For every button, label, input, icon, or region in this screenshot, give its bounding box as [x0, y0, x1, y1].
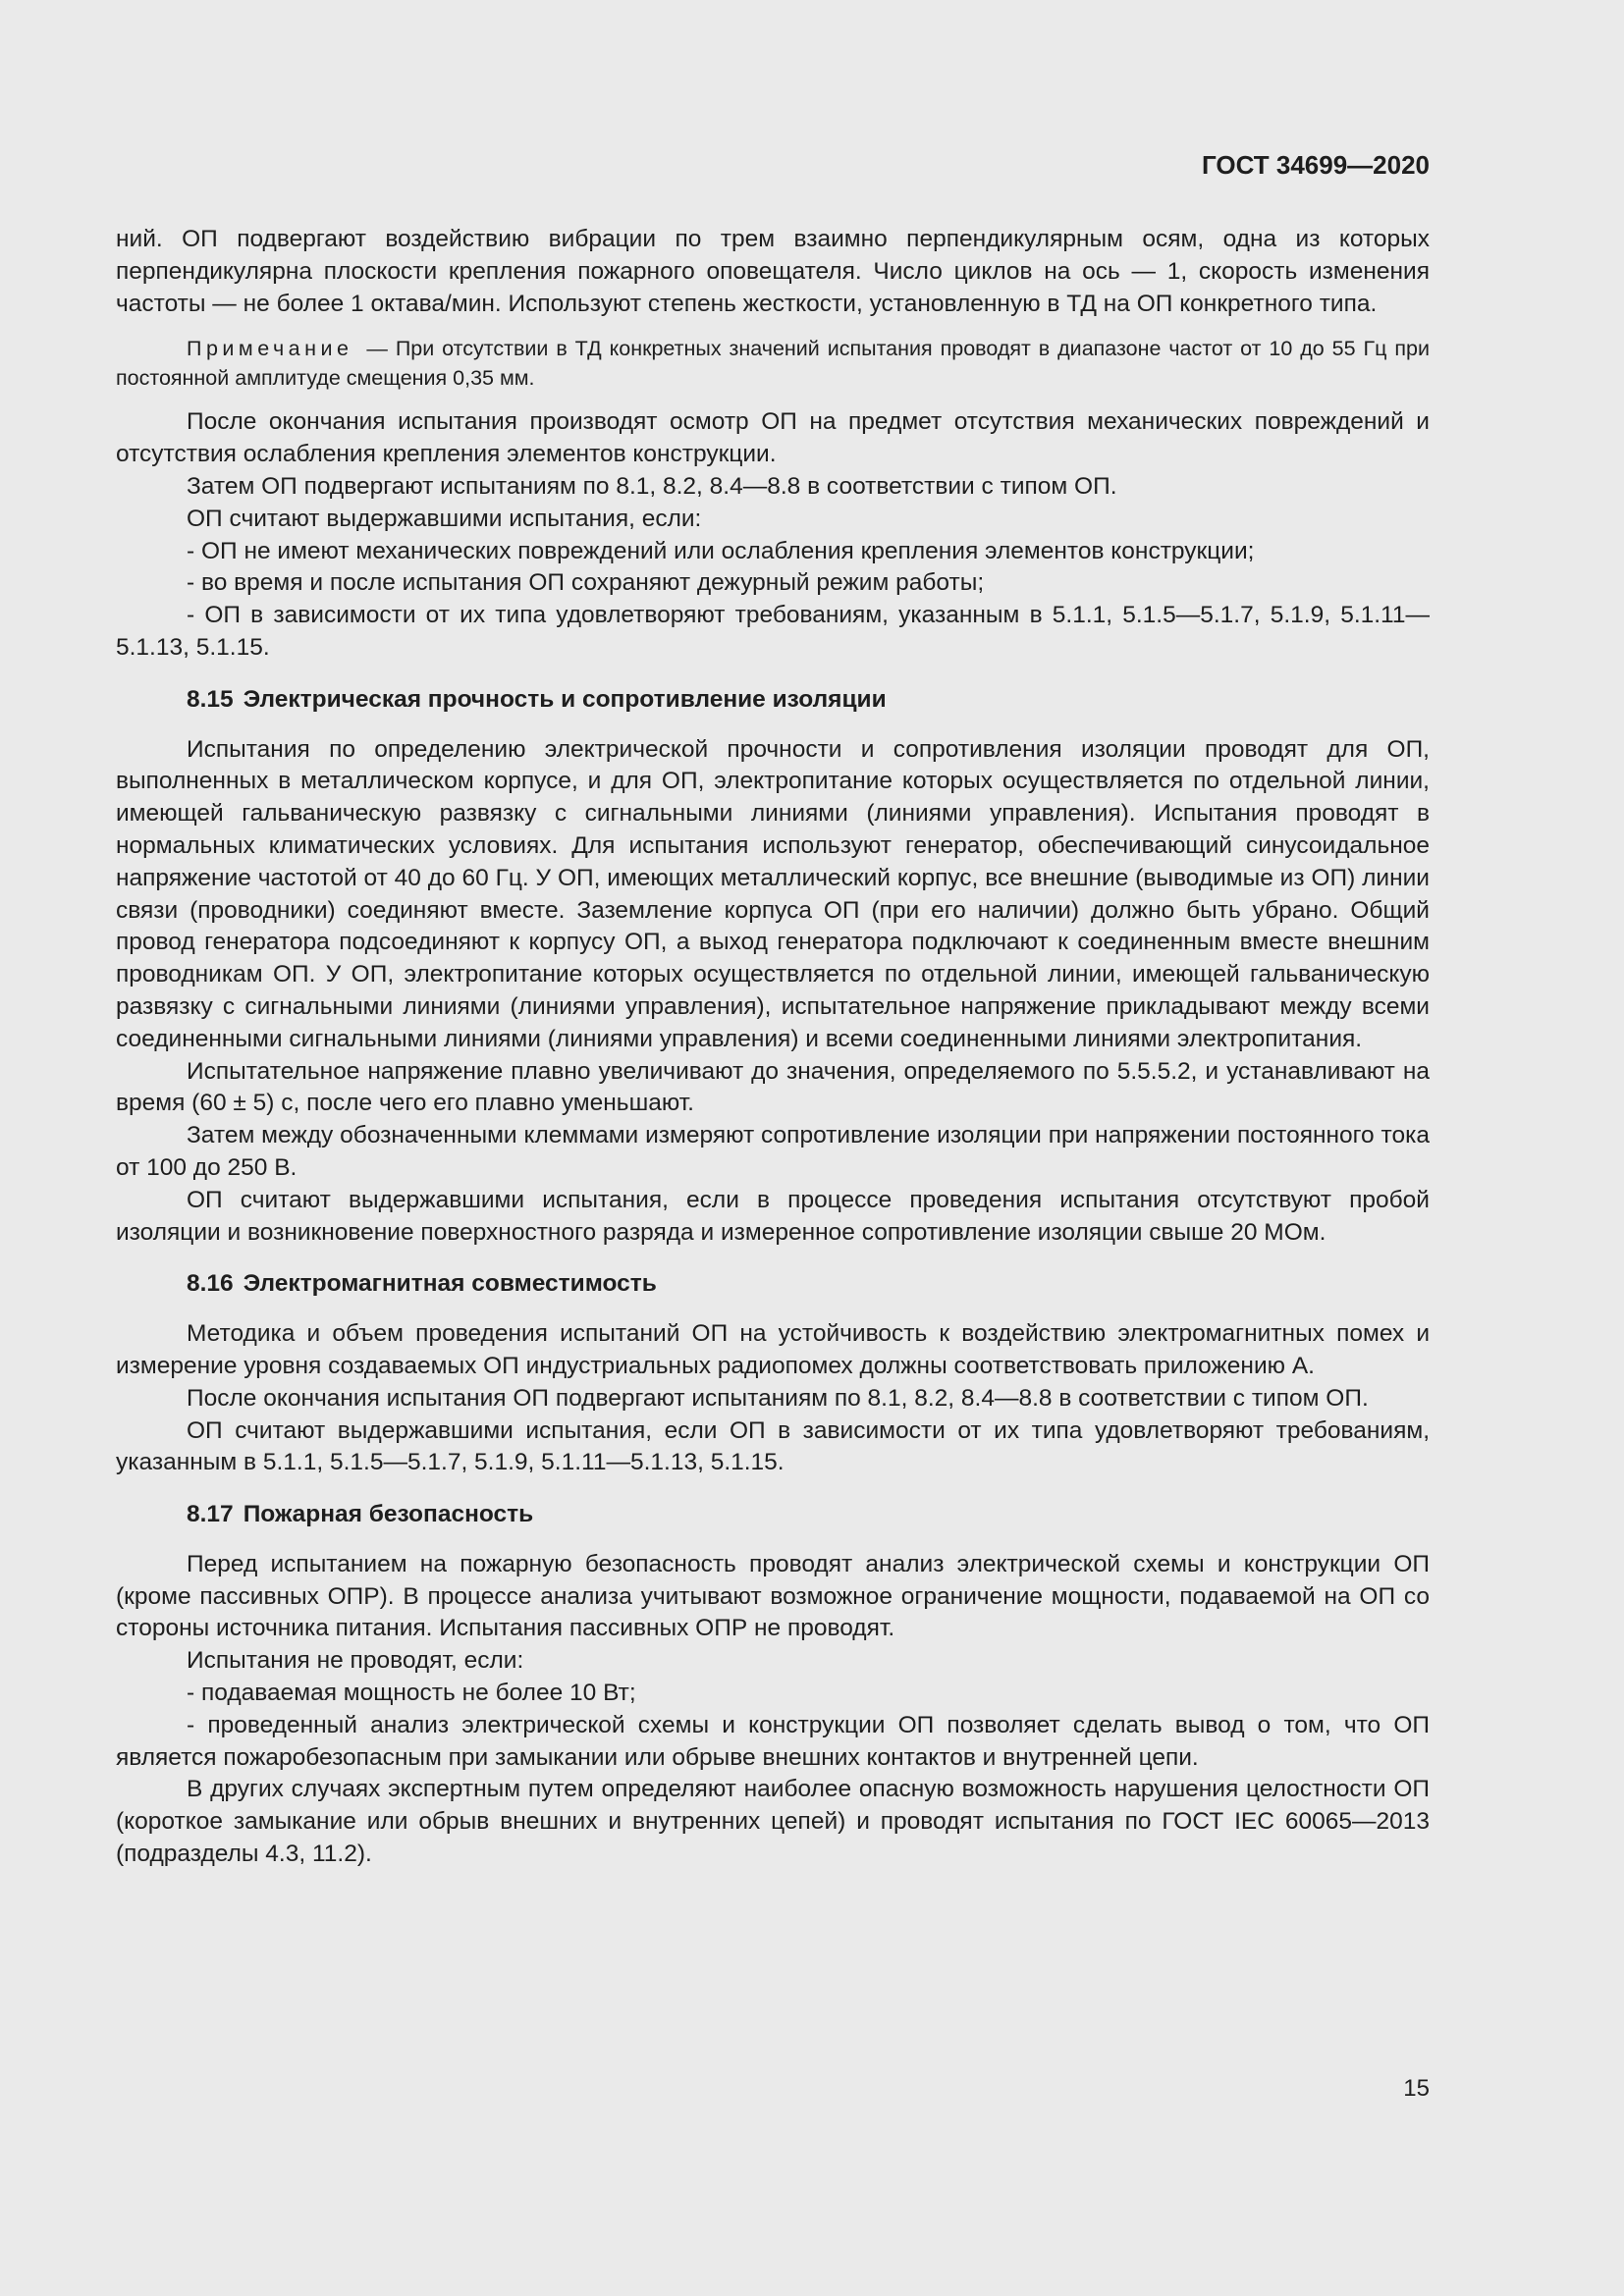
paragraph-subsequent-tests: Затем ОП подвергают испытаниям по 8.1, 8.2, 8.4—8.8 в соответствии с типом ОП. — [187, 472, 1117, 500]
note-label: Примечание — [187, 337, 353, 361]
paragraph-test-voltage: Испытательное напряжение плавно увеличивают до значения, определяемого по 5.5.5.2, и устанавливают на время (60 ± 5) с, после чего его плавно уменьшают. — [116, 1057, 1430, 1117]
section-heading-8-16 — [116, 1268, 1430, 1301]
list-item: - во время и после испытания ОП сохраняют дежурный режим работы; — [187, 569, 985, 597]
document-body — [116, 224, 1430, 1871]
section-title: Пожарная безопасность — [243, 1501, 534, 1528]
paragraph-fire-safety-analysis: Перед испытанием на пожарную безопасность проводят анализ электрической схемы и конструкции ОП (кроме пассивных ОПР). В процессе анализа учитывают возможное ограничение мощности, подаваемой на ОП со стороны источника питания. Испытания пассивных ОПР не проводят. — [116, 1550, 1430, 1642]
section-heading-8-17 — [116, 1499, 1430, 1531]
section-title: Электрическая прочность и сопротивление изоляции — [243, 685, 887, 713]
paragraph-no-test-conditions: Испытания не проводят, если: — [187, 1647, 524, 1675]
section-number: 8.17 — [187, 1501, 234, 1528]
note-text: — При отсутствии в ТД конкретных значений испытания проводят в диапазоне частот от 10 до 55 Гц при постоянной амплитуде смещения 0,35 мм. — [116, 337, 1430, 391]
paragraph-emc-method: Методика и объем проведения испытаний ОП на устойчивость к воздействию электромагнитных помех и измерение уровня создаваемых ОП индустриальных радиопомех должны соответствовать приложению А. — [116, 1320, 1430, 1379]
paragraph-pass-criteria: ОП считают выдержавшими испытания, если в процессе проведения испытания отсутствуют пробой изоляции и возникновение поверхностного разряда и измеренное сопротивление изоляции свыше 20 МОм. — [116, 1186, 1430, 1246]
list-item: - подаваемая мощность не более 10 Вт; — [187, 1680, 636, 1707]
list-item: - ОП в зависимости от их типа удовлетворяют требованиям, указанным в 5.1.1, 5.1.5—5.1.7, 5.1.9, 5.1.11—5.1.13, 5.1.15. — [116, 602, 1430, 661]
paragraph-pass-criteria: ОП считают выдержавшими испытания, если: — [187, 505, 702, 532]
paragraph-subsequent-tests: После окончания испытания ОП подвергают испытаниям по 8.1, 8.2, 8.4—8.8 в соответствии с типом ОП. — [187, 1384, 1369, 1412]
page-number: 15 — [1403, 2075, 1430, 2102]
section-heading-8-15 — [116, 684, 1430, 717]
paragraph-vibration-continuation: ний. ОП подвергают воздействию вибрации по трем взаимно перпендикулярным осям, одна из которых перпендикулярна плоскости крепления пожарного оповещателя. Число циклов на ось — 1, скорость изменения частоты — не более 1 октава/мин. Используют степень жесткости, установленную в ТД на ОП конкретного типа. — [116, 226, 1430, 317]
paragraph-expert-assessment: В других случаях экспертным путем определяют наиболее опасную возможность нарушения целостности ОП (короткое замыкание или обрыв внешних и внутренних цепей) и проводят испытания по ГОСТ IEC 60065—2013 (подразделы 4.3, 11.2). — [116, 1776, 1430, 1868]
list-item: - ОП не имеют механических повреждений или ослабления крепления элементов конструкции; — [187, 537, 1255, 564]
section-number: 8.16 — [187, 1270, 234, 1298]
paragraph-insulation-resistance: Затем между обозначенными клеммами измеряют сопротивление изоляции при напряжении постоянного тока от 100 до 250 В. — [116, 1122, 1430, 1181]
paragraph-insulation-tests: Испытания по определению электрической прочности и сопротивления изоляции проводят для ОП, выполненных в металлическом корпусе, и для ОП, электропитание которых осуществляется по отдельной линии, имеющей гальваническую развязку с сигнальными линиями (линиями управления). Испытания проводят в нормальных климатических условиях. Для испытания используют генератор, обеспечивающий синусоидальное напряжение частотой от 40 до 60 Гц. У ОП, имеющих металлический корпус, все внешние (выводимые из ОП) линии связи (проводники) соединяют вместе. Заземление корпуса ОП (при его наличии) должно быть убрано. Общий провод генератора подсоединяют к корпусу ОП, а выход генератора подключают к соединенным вместе внешним проводникам ОП. У ОП, электропитание которых осуществляется по отдельной линии, имеющей гальваническую развязку с сигнальными линиями (линиями управления), испытательное напряжение прикладывают между всеми соединенными сигнальными линиями (линиями управления) и всеми соединенными линиями электропитания. — [116, 735, 1430, 1052]
list-item: - проведенный анализ электрической схемы и конструкции ОП позволяет сделать вывод о том, что ОП является пожаробезопасным при замыкании или обрыве внешних контактов и внутренней цепи. — [116, 1711, 1430, 1771]
paragraph-pass-criteria: ОП считают выдержавшими испытания, если ОП в зависимости от их типа удовлетворяют требованиям, указанным в 5.1.1, 5.1.5—5.1.7, 5.1.9, 5.1.11—5.1.13, 5.1.15. — [116, 1416, 1430, 1476]
document-code-header: ГОСТ 34699—2020 — [1202, 150, 1430, 180]
paragraph-inspection: После окончания испытания производят осмотр ОП на предмет отсутствия механических повреждений и отсутствия ослабления крепления элементов конструкции. — [116, 408, 1430, 468]
section-title: Электромагнитная совместимость — [243, 1270, 657, 1298]
section-number: 8.15 — [187, 685, 234, 713]
note-paragraph — [116, 334, 1430, 393]
